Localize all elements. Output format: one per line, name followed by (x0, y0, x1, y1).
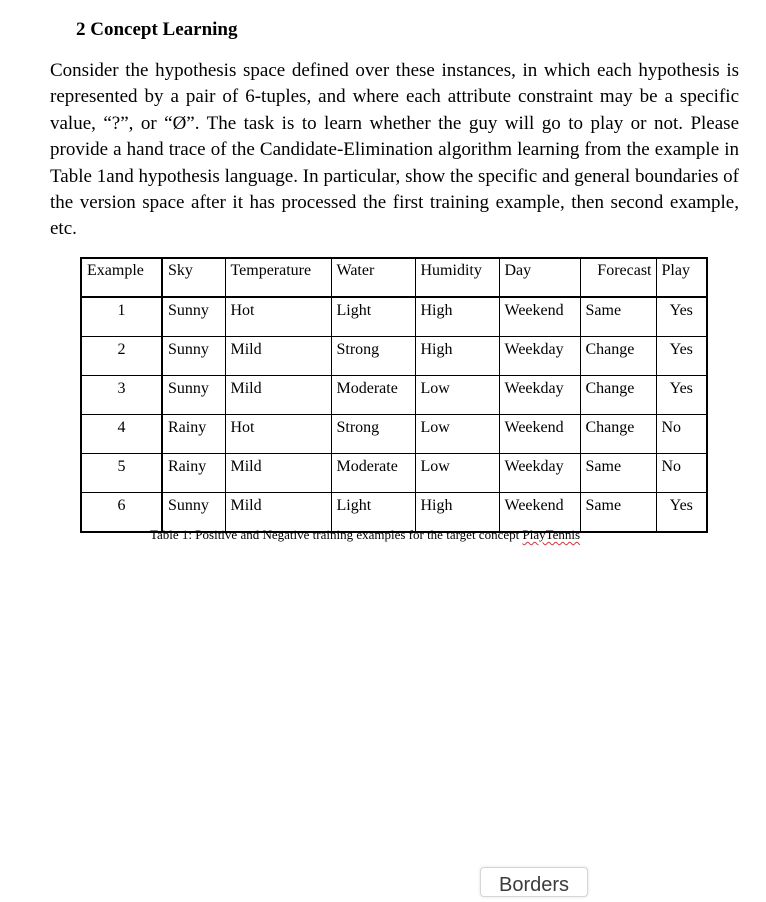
table-cell[interactable]: High (415, 297, 499, 337)
table-cell[interactable]: Change (580, 376, 656, 415)
table-cell[interactable]: High (415, 493, 499, 533)
section-heading: 2 Concept Learning (76, 19, 238, 40)
table-cell[interactable]: Low (415, 376, 499, 415)
table-cell[interactable]: Sunny (162, 493, 225, 533)
table-cell[interactable]: 5 (81, 454, 162, 493)
borders-tooltip[interactable]: Borders (480, 867, 588, 897)
table-cell[interactable]: Sunny (162, 376, 225, 415)
table-cell[interactable]: Moderate (331, 454, 415, 493)
question-paragraph[interactable]: Consider the hypothesis space defined over these instances, in which each hypothesis is represented by a pair of 6-tuples, and where each attribute constraint may be a specific value, “?”, or “Ø”. The task is to learn whether the guy will go to play or not. Please provide a hand trace of the Candidate-Elimination algorithm learning from the example in Table 1and hypothesis language. In particular, show the specific and general boundaries of the version space after it has processed the first training example, then second example, etc. (50, 60, 739, 240)
training-examples-table[interactable] (80, 257, 708, 533)
header-cell[interactable]: Play (656, 258, 707, 297)
table-cell[interactable]: Yes (656, 337, 707, 376)
table-row (81, 297, 707, 337)
table-cell[interactable]: High (415, 337, 499, 376)
table-cell[interactable]: Weekend (499, 415, 580, 454)
table-cell[interactable]: Yes (656, 297, 707, 337)
table-cell[interactable]: Light (331, 493, 415, 533)
table-cell[interactable]: Weekend (499, 297, 580, 337)
table-row (81, 454, 707, 493)
table-row (81, 376, 707, 415)
header-cell[interactable]: Day (499, 258, 580, 297)
table-cell[interactable]: 4 (81, 415, 162, 454)
table-cell[interactable]: Weekend (499, 493, 580, 533)
table-cell[interactable]: Weekday (499, 454, 580, 493)
table-cell[interactable]: 6 (81, 493, 162, 533)
table-cell[interactable]: Hot (225, 415, 331, 454)
table-cell[interactable]: Yes (656, 493, 707, 533)
caption-text: Table 1: Positive and Negative training examples for the target concept (150, 527, 523, 542)
table-cell[interactable]: Sunny (162, 297, 225, 337)
spellcheck-flagged-word[interactable]: PlayTennis (522, 527, 581, 542)
table-cell[interactable]: Change (580, 415, 656, 454)
table-cell[interactable]: Yes (656, 376, 707, 415)
table-cell[interactable]: No (656, 454, 707, 493)
table-row (81, 337, 707, 376)
header-cell[interactable]: Forecast (580, 258, 656, 297)
table-header-row (81, 258, 707, 297)
table-cell[interactable]: 3 (81, 376, 162, 415)
header-cell[interactable]: Humidity (415, 258, 499, 297)
table-cell[interactable]: Rainy (162, 454, 225, 493)
table-cell[interactable]: Strong (331, 415, 415, 454)
table-caption[interactable] (150, 526, 580, 543)
table-cell[interactable]: Mild (225, 493, 331, 533)
header-cell[interactable]: Sky (162, 258, 225, 297)
table-cell[interactable]: Strong (331, 337, 415, 376)
table-cell[interactable]: Mild (225, 376, 331, 415)
table-cell[interactable]: Light (331, 297, 415, 337)
table-cell[interactable]: No (656, 415, 707, 454)
table-row (81, 415, 707, 454)
table-cell[interactable]: Hot (225, 297, 331, 337)
table-cell[interactable]: 1 (81, 297, 162, 337)
table-cell[interactable]: Same (580, 297, 656, 337)
table-cell[interactable]: Mild (225, 337, 331, 376)
table-cell[interactable]: Same (580, 493, 656, 533)
header-cell[interactable]: Temperature (225, 258, 331, 297)
table-cell[interactable]: 2 (81, 337, 162, 376)
header-cell[interactable]: Water (331, 258, 415, 297)
table-cell[interactable]: Weekday (499, 376, 580, 415)
table-cell[interactable]: Low (415, 454, 499, 493)
table-cell[interactable]: Low (415, 415, 499, 454)
table-cell[interactable]: Sunny (162, 337, 225, 376)
table-cell[interactable]: Moderate (331, 376, 415, 415)
table-cell[interactable]: Rainy (162, 415, 225, 454)
table-cell[interactable]: Weekday (499, 337, 580, 376)
table-cell[interactable]: Same (580, 454, 656, 493)
header-cell[interactable]: Example (81, 258, 162, 297)
table-cell[interactable]: Mild (225, 454, 331, 493)
table-cell[interactable]: Change (580, 337, 656, 376)
